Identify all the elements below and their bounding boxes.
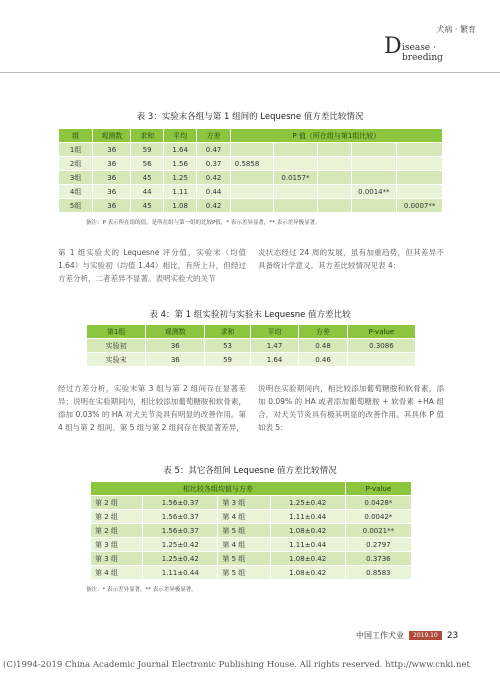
table5 [90, 481, 412, 580]
journal-logo [366, 24, 476, 64]
table3-cell-group: 2组 [59, 157, 93, 171]
table5-cell: 1.56±0.37 [143, 496, 218, 510]
table3-header: 方差 [197, 129, 230, 143]
logo-big-letter: D [384, 34, 402, 59]
table3-header: 观测数 [93, 129, 131, 143]
table3-cell-pvalue [318, 199, 351, 213]
table4-cell: 36 [146, 339, 205, 353]
table3-cell-pvalue [273, 143, 317, 157]
table3-cell-pvalue [318, 185, 351, 199]
table5-cell: 第 4 组 [218, 538, 270, 552]
table-row [59, 143, 443, 157]
table3-header: 组 [59, 129, 93, 143]
table4-header: P-value [347, 325, 415, 339]
table5-cell: 1.11±0.44 [270, 510, 345, 524]
table-row [59, 157, 443, 171]
paragraph-2-left: 经过方差分析，实验末第 3 组与第 2 组间存在显著差异；说明在实验期间内，相比较添加葡萄糖胺和软骨素，添加 0.03% 的 HA 对犬关节炎具有明显的改善作用。第 4 组与第 2 组间、第 5 组与第 2 组间存在极显著差异， [58, 384, 246, 432]
paragraph-2-right: 说明在实验期间内，相比较添加葡萄糖胺和软骨素，添加 0.09% 的 HA 或者添加葡萄糖胺 + 软骨素 +HA 组合，对犬关节炎具有极其明显的改善作用。其具体 P 值如表 5： [258, 384, 444, 432]
table3-cell-mean: 1.56 [163, 157, 196, 171]
table4-cell: 实验初 [87, 339, 146, 353]
table3-cell-pvalue [397, 185, 443, 199]
table4-cell: 1.64 [250, 353, 299, 367]
logo-en-text: isease · breeding [402, 43, 443, 63]
table3-cell-pvalue [273, 157, 317, 171]
table4-header: 求和 [205, 325, 250, 339]
table-row [87, 353, 416, 367]
table5-cell: 0.3736 [345, 552, 411, 566]
table5-cell: 1.11±0.44 [143, 566, 218, 580]
table3-cell-pvalue [351, 171, 397, 185]
table3-cell-count: 36 [93, 185, 131, 199]
table3-cell-count: 36 [93, 143, 131, 157]
table3-cell-pvalue [351, 199, 397, 213]
table3-cell-variance: 0.44 [197, 185, 230, 199]
table3-cell-mean: 1.64 [163, 143, 196, 157]
table5-cell: 0.0428* [345, 496, 411, 510]
table5-cell: 第 2 组 [91, 496, 143, 510]
table5-cell: 0.8583 [345, 566, 411, 580]
table5-cell: 0.0042* [345, 510, 411, 524]
footer-issue-badge: 2019.10 [409, 631, 442, 640]
table4-cell [347, 353, 415, 367]
table5-cell: 第 5 组 [218, 566, 270, 580]
table5-cell: 1.25±0.42 [270, 496, 345, 510]
table4-cell: 1.47 [250, 339, 299, 353]
table-row [59, 185, 443, 199]
table5-cell: 第 5 组 [218, 552, 270, 566]
table5-cell: 0.0021** [345, 524, 411, 538]
table4-header: 平均 [250, 325, 299, 339]
table3-cell-pvalue [397, 143, 443, 157]
table3-cell-mean: 1.08 [163, 199, 196, 213]
table4-caption: 表 4：第 1 组实验初与实验末 Lequesne 值方差比较 [149, 310, 351, 320]
table3-cell-group: 3组 [59, 171, 93, 185]
table3-cell-mean: 1.25 [163, 171, 196, 185]
paragraph-1-left: 第 1 组实验犬的 Lequesne 评分值，实验末（均值 1.64）与实验初（均值 1.44）相比，有所上升，但经过方差分析，二者差异不显著。表明实验犬的关节 [58, 248, 246, 283]
table3-cell-pvalue [273, 199, 317, 213]
table5-cell: 1.08±0.42 [270, 552, 345, 566]
table5-cell: 1.08±0.42 [270, 566, 345, 580]
table3-cell-pvalue: 0.0157* [273, 171, 317, 185]
table3-cell-pvalue [351, 143, 397, 157]
table-row [87, 339, 416, 353]
table5-header-p: P-value [345, 482, 411, 496]
table5-cell: 第 4 组 [218, 510, 270, 524]
table-row [91, 510, 412, 524]
table3-cell-count: 36 [93, 199, 131, 213]
table-row [91, 566, 412, 580]
footer-brand: 中国工作犬业 [356, 631, 404, 640]
table3-cell-sum: 44 [131, 185, 164, 199]
table3-cell-pvalue [318, 171, 351, 185]
table3-cell-pvalue [318, 143, 351, 157]
table4-cell: 59 [205, 353, 250, 367]
table5-cell: 第 3 组 [91, 552, 143, 566]
table5-caption: 表 5：其它各组间 Lequesne 值方差比较情况 [163, 466, 337, 476]
table4-header: 第1组 [87, 325, 146, 339]
table3-cell-pvalue [230, 143, 273, 157]
table3-cell-pvalue [273, 185, 317, 199]
table-row [91, 496, 412, 510]
header-divider [0, 72, 500, 73]
table3-cell-variance: 0.37 [197, 157, 230, 171]
table5-cell: 第 5 组 [218, 524, 270, 538]
table3-cell-pvalue [230, 185, 273, 199]
table5-header-group: 相比较各组均值与方差 [91, 482, 346, 496]
page-footer [356, 630, 458, 641]
table-row [91, 524, 412, 538]
table4-cell: 0.46 [299, 353, 348, 367]
table5-cell: 1.08±0.42 [270, 524, 345, 538]
table4-cell: 0.48 [299, 339, 348, 353]
table4-cell: 53 [205, 339, 250, 353]
table5-cell: 第 2 组 [91, 510, 143, 524]
table3-cell-pvalue [230, 199, 273, 213]
table3-cell-pvalue [230, 171, 273, 185]
table3-cell-count: 36 [93, 157, 131, 171]
table3-cell-variance: 0.42 [197, 171, 230, 185]
table3-header: P 值（所在组与第1组比较） [230, 129, 442, 143]
table-row [91, 538, 412, 552]
table4-cell: 实验末 [87, 353, 146, 367]
table3-cell-group: 1组 [59, 143, 93, 157]
table3-cell-pvalue: 0.0007** [397, 199, 443, 213]
table5-cell: 1.56±0.37 [143, 510, 218, 524]
table3-cell-pvalue [318, 157, 351, 171]
table4-header: 方差 [299, 325, 348, 339]
table5-cell: 第 2 组 [91, 524, 143, 538]
table3-header: 平均 [163, 129, 196, 143]
table4 [86, 324, 416, 367]
logo-cn-text: 犬病 · 繁育 [436, 25, 476, 34]
table3-cell-group: 5组 [59, 199, 93, 213]
table-row [91, 552, 412, 566]
table3-cell-variance: 0.42 [197, 199, 230, 213]
table-row [59, 199, 443, 213]
table3-caption: 表 3：实验末各组与第 1 组间的 Lequesne 值方差比较情况 [136, 112, 364, 122]
table5-cell: 1.11±0.44 [270, 538, 345, 552]
table3-cell-pvalue [397, 171, 443, 185]
table5-note: 备注：* 表示差异显著，** 表示差异极显著。 [86, 587, 197, 593]
table5-cell: 第 4 组 [91, 566, 143, 580]
table3 [58, 128, 443, 213]
table3-cell-pvalue [397, 157, 443, 171]
table3-cell-count: 36 [93, 171, 131, 185]
table5-cell: 1.25±0.42 [143, 552, 218, 566]
table3-cell-pvalue: 0.0014** [351, 185, 397, 199]
table3-cell-sum: 59 [131, 143, 164, 157]
copyright-notice: (C)1994-2019 China Academic Journal Electronic Publishing House. All rights reserved. http://www.cnki.net [3, 660, 470, 670]
table3-cell-group: 4组 [59, 185, 93, 199]
table3-cell-pvalue: 0.5858 [230, 157, 273, 171]
table3-header: 求和 [131, 129, 164, 143]
table5-cell: 1.25±0.42 [143, 538, 218, 552]
page-number: 23 [446, 630, 459, 641]
table3-cell-sum: 56 [131, 157, 164, 171]
table3-cell-pvalue [351, 157, 397, 171]
table5-cell: 0.2797 [345, 538, 411, 552]
table4-cell: 0.3086 [347, 339, 415, 353]
table4-header: 观测数 [146, 325, 205, 339]
paragraph-1-right: 炎状态经过 24 周的发展，虽有加重趋势，但其差异不具备统计学意义。其方差比较情况见表 4： [258, 248, 444, 270]
table5-cell: 第 3 组 [218, 496, 270, 510]
table3-cell-sum: 45 [131, 171, 164, 185]
table-row [59, 171, 443, 185]
table5-cell: 第 3 组 [91, 538, 143, 552]
table3-cell-mean: 1.11 [163, 185, 196, 199]
table3-cell-sum: 45 [131, 199, 164, 213]
table3-note: 备注：P 表示所在组的值，是所在组与第一组的比较P值，* 表示差异显著，** 表示差异极显著。 [86, 220, 321, 226]
table5-cell: 1.56±0.37 [143, 524, 218, 538]
table3-cell-variance: 0.47 [197, 143, 230, 157]
table4-cell: 36 [146, 353, 205, 367]
